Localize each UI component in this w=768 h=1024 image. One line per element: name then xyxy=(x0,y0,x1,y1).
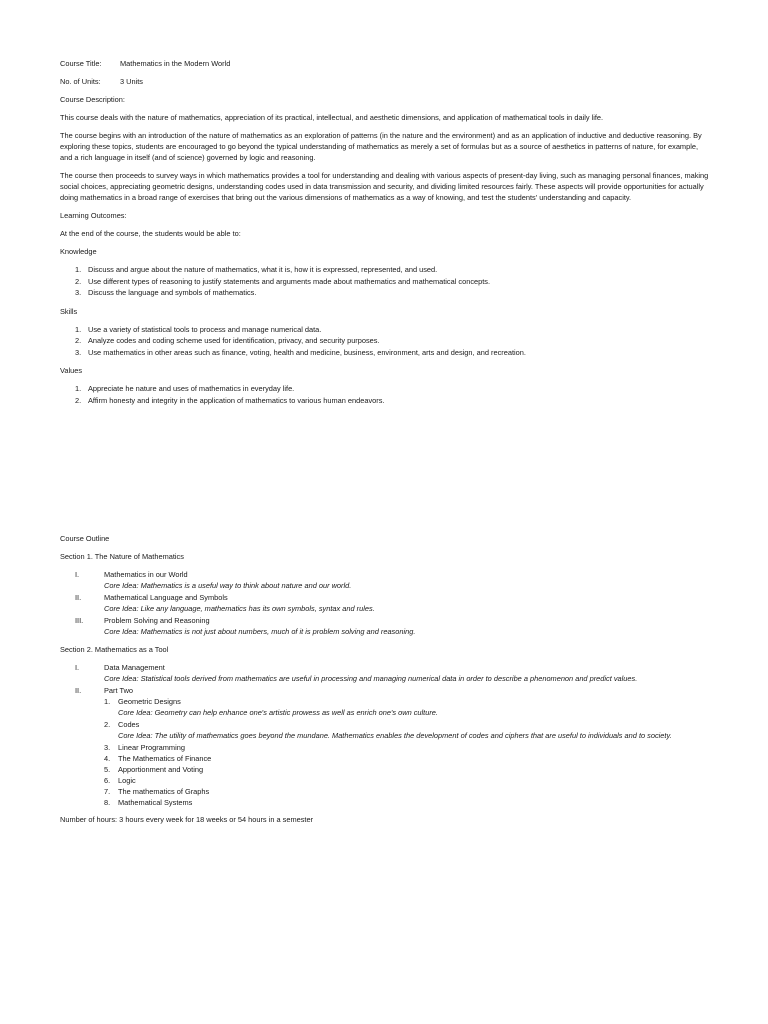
list-text: Analyze codes and coding scheme used for identification, privacy, and security purposes. xyxy=(88,336,380,345)
section-1-title: Section 1. The Nature of Mathematics xyxy=(60,552,184,561)
outline-item-title: Part Two xyxy=(104,686,134,695)
list-number: 1. xyxy=(75,384,82,393)
course-title-value: Mathematics in the Modern World xyxy=(120,59,231,68)
values-list xyxy=(60,383,710,406)
sub-number: 8. xyxy=(104,798,111,807)
description-paragraph: This course deals with the nature of mathematics, appreciation of its practical, intellectual, and aesthetic dimensions, and application of mathematical tools in daily life. xyxy=(60,113,604,122)
outcomes-intro: At the end of the course, the students would be able to: xyxy=(60,229,241,238)
list-number: 3. xyxy=(75,288,82,297)
sub-item xyxy=(104,775,710,786)
list-item xyxy=(60,383,710,395)
sub-item-title: Mathematical Systems xyxy=(118,798,193,807)
values-heading: Values xyxy=(60,366,83,375)
course-title-label: Course Title: xyxy=(60,59,102,68)
description-paragraph: The course then proceeds to survey ways in which mathematics provides a tool for understanding and dealing with various aspects of present-day living, such as managing personal finances, making social choices, appreciating geometric designs, understanding codes used in data transmission and security, and dividing limited resources fairly. These aspects will provide opportunities for actually doing mathematics in a broad range of exercises that bring out the various dimensions of mathematics as a way of knowing, and test the students' understanding and capacity. xyxy=(60,171,709,202)
sub-number: 2. xyxy=(104,720,111,729)
sub-number: 5. xyxy=(104,765,111,774)
list-number: 2. xyxy=(75,276,82,286)
sub-number: 1. xyxy=(104,697,111,706)
sub-item-title: Logic xyxy=(118,776,136,785)
skills-list xyxy=(60,324,710,359)
description-paragraph: The course begins with an introduction of the nature of mathematics as an exploration of patterns (in the nature and the environment) and as an application of inductive and deductive reasoning. By exploring these topics, students are encouraged to go beyond the typical understanding of mathematics as merely a set of formulas but as a source of aesthetics in patterns of nature, for example, and a rich language in itself (and of science) governed by logic and reasoning. xyxy=(60,131,702,162)
section-2-title: Section 2. Mathematics as a Tool xyxy=(60,645,169,654)
outline-item-title: Mathematics in our World xyxy=(104,570,188,579)
outline-item-title: Mathematical Language and Symbols xyxy=(104,593,228,602)
list-number: 2. xyxy=(75,336,82,345)
description-heading: Course Description: xyxy=(60,95,125,104)
outcomes-heading: Learning Outcomes: xyxy=(60,211,127,220)
list-text: Use mathematics in other areas such as finance, voting, health and medicine, business, environment, arts and design, and recreation. xyxy=(88,347,526,357)
list-number: 3. xyxy=(75,347,82,357)
sub-item-title: The mathematics of Graphs xyxy=(118,787,210,796)
sub-item-title: The Mathematics of Finance xyxy=(118,754,212,763)
list-text: Discuss the language and symbols of mathematics. xyxy=(88,288,257,297)
sub-item xyxy=(104,696,710,719)
core-idea: Core Idea: Mathematics is not just about numbers, much of it is problem solving and reasoning. xyxy=(104,627,416,636)
outline-item-title: Data Management xyxy=(104,663,165,672)
hours-text: Number of hours: 3 hours every week for 18 weeks or 54 hours in a semester xyxy=(60,815,314,824)
sub-item-title: Geometric Designs xyxy=(118,697,181,706)
course-title-row xyxy=(60,58,710,69)
core-idea: Core Idea: Geometry can help enhance one's artistic prowess as well as enrich one's own culture. xyxy=(118,708,438,717)
roman-numeral: I. xyxy=(75,663,80,672)
units-value: 3 Units xyxy=(120,77,144,86)
sub-number: 4. xyxy=(104,754,111,763)
sub-item-title: Linear Programming xyxy=(118,743,185,752)
core-idea: Core Idea: Like any language, mathematics has its own symbols, syntax and rules. xyxy=(104,604,375,613)
skills-heading: Skills xyxy=(60,306,78,316)
list-item xyxy=(60,324,710,336)
sub-number: 3. xyxy=(104,743,111,752)
sub-item xyxy=(104,764,710,775)
outline-item-title: Problem Solving and Reasoning xyxy=(104,616,210,625)
roman-numeral: II. xyxy=(75,686,82,695)
sub-item xyxy=(104,797,710,808)
roman-numeral: II. xyxy=(75,593,82,602)
roman-numeral: I. xyxy=(75,570,80,579)
document-page xyxy=(60,58,710,832)
list-text: Appreciate he nature and uses of mathematics in everyday life. xyxy=(88,384,295,393)
knowledge-list xyxy=(60,264,710,299)
sub-item-title: Apportionment and Voting xyxy=(118,765,204,774)
outline-heading: Course Outline xyxy=(60,534,110,543)
list-text: Use different types of reasoning to justify statements and arguments made about mathematics and mathematical concepts. xyxy=(88,276,491,286)
list-text: Use a variety of statistical tools to process and manage numerical data. xyxy=(88,324,322,334)
core-idea: Core Idea: The utility of mathematics goes beyond the mundane. Mathematics enables the development of codes and ciphers that are useful to individuals and to society. xyxy=(118,731,672,740)
list-number: 1. xyxy=(75,324,82,334)
list-item xyxy=(60,287,710,299)
list-item xyxy=(60,264,710,276)
list-item xyxy=(60,335,710,347)
outline-item xyxy=(60,569,710,592)
list-item xyxy=(60,395,710,407)
sub-number: 6. xyxy=(104,776,111,785)
knowledge-heading: Knowledge xyxy=(60,247,97,256)
blank-space xyxy=(60,413,710,533)
outline-item xyxy=(60,685,710,808)
outline-item xyxy=(60,615,710,638)
core-idea: Core Idea: Mathematics is a useful way to think about nature and our world. xyxy=(104,581,352,590)
core-idea: Core Idea: Statistical tools derived from mathematics are useful in processing and managing numerical data in order to describe a phenomenon and predict values. xyxy=(104,674,638,683)
sub-number: 7. xyxy=(104,787,111,796)
list-number: 2. xyxy=(75,395,82,405)
sub-item xyxy=(104,742,710,753)
list-text: Discuss and argue about the nature of mathematics, what it is, how it is expressed, represented, and used. xyxy=(88,265,438,274)
list-item xyxy=(60,347,710,359)
sub-item xyxy=(104,786,710,797)
outline-item xyxy=(60,662,710,685)
roman-numeral: III. xyxy=(75,616,84,625)
sub-item xyxy=(104,719,710,742)
list-text: Affirm honesty and integrity in the application of mathematics to various human endeavors. xyxy=(88,395,385,405)
outline-item xyxy=(60,592,710,615)
sub-item-title: Codes xyxy=(118,720,140,729)
sub-item xyxy=(104,753,710,764)
list-item xyxy=(60,276,710,288)
units-row xyxy=(60,76,710,87)
list-number: 1. xyxy=(75,265,82,274)
units-label: No. of Units: xyxy=(60,77,101,86)
